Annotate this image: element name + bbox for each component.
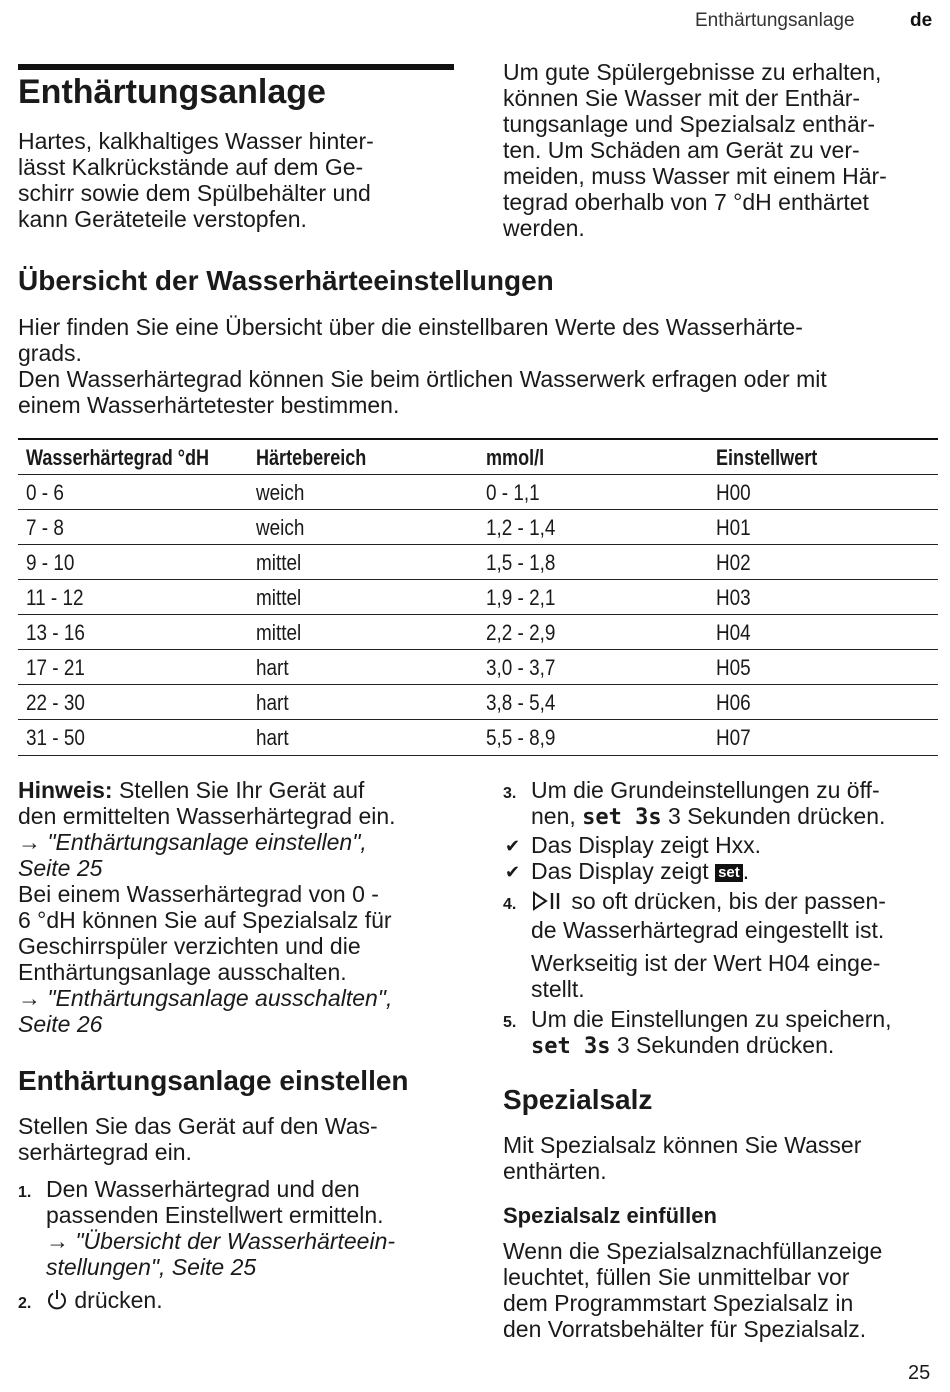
table-row-rule xyxy=(18,579,938,580)
step1-link[interactable]: → "Übersicht der Wasserhärteein- xyxy=(46,1228,396,1254)
table-cell: hart xyxy=(256,690,289,715)
table-cell: 13 - 16 xyxy=(26,620,85,645)
page-number: 25 xyxy=(908,1362,931,1384)
step4-note: Werkseitig ist der Wert H04 einge- stellt. xyxy=(531,950,881,1002)
table-cell: hart xyxy=(256,655,289,680)
note-block: Hinweis: Stellen Sie Ihr Gerät auf den ermittelten Wasserhärtegrad ein. → "Enthärtungsanlage einstellen", Seite 25 Bei einem Wasserhärtegrad von 0 - 6 °dH können Sie auf Spezialsalz für Geschirrspüler verzichten und die Enthärtungsanlage ausschalten. → "Enthärtungsanlage ausschalten", Seite 26 xyxy=(18,777,458,1037)
setup-step-2: 2. drücken. xyxy=(18,1287,458,1315)
table-row-rule xyxy=(18,649,938,650)
table-cell: 2,2 - 2,9 xyxy=(486,620,556,645)
table-cell: 0 - 6 xyxy=(26,480,64,505)
note-label: Hinweis: xyxy=(18,777,113,803)
start-pause-icon xyxy=(531,890,565,917)
table-cell: 11 - 12 xyxy=(26,585,84,610)
step1-link-page[interactable]: stellungen", Seite 25 xyxy=(46,1254,257,1280)
table-cell: 9 - 10 xyxy=(26,550,75,575)
salt-subheading: Spezialsalz einfüllen xyxy=(503,1203,717,1228)
set-3s-key: set 3s xyxy=(582,805,662,830)
table-cell: H06 xyxy=(716,690,751,715)
table-cell: H00 xyxy=(716,480,751,505)
table-cell: hart xyxy=(256,725,289,750)
table-cell: H03 xyxy=(716,585,751,610)
setup-step-3: 3. Um die Grundeinstellungen zu öff- nen, set 3s 3 Sekunden drücken. xyxy=(503,777,886,830)
overview-heading: Übersicht der Wasserhärteeinstellungen xyxy=(18,265,554,296)
table-bottom-rule xyxy=(18,755,938,756)
setup-heading: Enthärtungsanlage einstellen xyxy=(18,1065,409,1096)
salt-heading: Spezialsalz xyxy=(503,1084,653,1115)
page-title: Enthärtungsanlage xyxy=(18,73,326,111)
result-check-2: ✔ Das Display zeigt set . xyxy=(505,858,750,884)
table-row-rule xyxy=(18,614,938,615)
table-row-rule xyxy=(18,719,938,720)
setup-intro: Stellen Sie das Gerät auf den Was- serhärtegrad ein. xyxy=(18,1113,378,1165)
language-code: de xyxy=(910,10,933,31)
table-cell: 5,5 - 8,9 xyxy=(486,725,556,750)
table-header-rule xyxy=(18,474,938,475)
setup-step-1: 1. Den Wasserhärtegrad und den passenden Einstellwert ermitteln. → "Übersicht der Wasserhärteein- stellungen", Seite 25 xyxy=(18,1176,458,1280)
note-link-setup[interactable]: → "Enthärtungsanlage einstellen", xyxy=(18,829,367,855)
overview-text: Hier finden Sie eine Übersicht über die einstellbaren Werte des Wasserhärte- grads. Den Wasserhärtegrad können Sie beim örtlichen Wasserwerk erfragen oder mit einem Wasserhärtetester bestimmen. xyxy=(18,314,827,418)
table-cell: H05 xyxy=(716,655,751,680)
table-cell: 1,2 - 1,4 xyxy=(486,515,556,540)
step-number: 5. xyxy=(503,1014,517,1031)
section-rule xyxy=(18,64,454,70)
table-cell: 3,8 - 5,4 xyxy=(486,690,556,715)
table-cell: weich xyxy=(256,480,305,505)
step-number: 2. xyxy=(18,1295,32,1312)
salt-intro: Mit Spezialsalz können Sie Wasser enthärten. xyxy=(503,1132,862,1184)
table-row-rule xyxy=(18,544,938,545)
set-3s-key: set 3s xyxy=(531,1034,611,1059)
table-top-rule xyxy=(18,438,938,440)
table-cell: weich xyxy=(256,515,305,540)
table-cell: H07 xyxy=(716,725,751,750)
table-header-setting: Einstellwert xyxy=(716,445,818,470)
table-cell: 1,9 - 2,1 xyxy=(486,585,556,610)
power-icon xyxy=(46,1288,68,1315)
table-row-rule xyxy=(18,684,938,685)
result-check-1: ✔ Das Display zeigt Hxx. xyxy=(505,832,762,858)
table-cell: H02 xyxy=(716,550,751,575)
table-cell: mittel xyxy=(256,585,302,610)
note-link-disable[interactable]: → "Enthärtungsanlage ausschalten", xyxy=(18,985,393,1011)
table-header-dh: Wasserhärtegrad °dH xyxy=(26,445,210,470)
table-cell: H01 xyxy=(716,515,751,540)
table-cell: 31 - 50 xyxy=(26,725,85,750)
intro-right-text: Um gute Spülergebnisse zu erhalten, können Sie Wasser mit der Enthär- tungsanlage und Spezialsalz enthär- ten. Um Schäden am Gerät zu ver- meiden, muss Wasser mit einem Här- tegrad oberhalb von 7 °dH enthärtet werden. xyxy=(503,59,887,241)
check-icon: ✔ xyxy=(505,836,521,856)
table-cell: 22 - 30 xyxy=(26,690,85,715)
table-cell: 3,0 - 3,7 xyxy=(486,655,556,680)
check-icon: ✔ xyxy=(505,862,521,882)
table-cell: mittel xyxy=(256,620,302,645)
intro-left-text: Hartes, kalkhaltiges Wasser hinter- lässt Kalkrückstände auf dem Ge- schirr sowie dem Spülbehälter und kann Geräteteile verstopfen. xyxy=(18,128,374,232)
table-cell: mittel xyxy=(256,550,302,575)
set-display-badge: set xyxy=(715,864,743,882)
table-cell: H04 xyxy=(716,620,751,645)
step-number: 1. xyxy=(18,1184,32,1201)
table-cell: 17 - 21 xyxy=(26,655,85,680)
table-cell: 0 - 1,1 xyxy=(486,480,540,505)
running-header-title: Enthärtungsanlage xyxy=(695,10,855,31)
table-cell: 7 - 8 xyxy=(26,515,64,540)
setup-step-5: 5. Um die Einstellungen zu speichern, set 3s 3 Sekunden drücken. xyxy=(503,1006,892,1059)
setup-step-4: 4. so oft drücken, bis der passen- de Wasserhärtegrad eingestellt ist. xyxy=(503,888,886,943)
table-row-rule xyxy=(18,509,938,510)
step-number: 4. xyxy=(503,896,517,913)
table-header-range: Härtebereich xyxy=(256,445,367,470)
note-link-setup-page[interactable]: Seite 25 xyxy=(18,855,103,881)
table-header-mmol: mmol/l xyxy=(486,445,545,470)
step-number: 3. xyxy=(503,785,517,802)
table-cell: 1,5 - 1,8 xyxy=(486,550,556,575)
salt-text: Wenn die Spezialsalznachfüllanzeige leuchtet, füllen Sie unmittelbar vor dem Programmstart Spezialsalz in den Vorratsbehälter für Spezialsalz. xyxy=(503,1238,883,1342)
note-link-disable-page[interactable]: Seite 26 xyxy=(18,1011,103,1037)
